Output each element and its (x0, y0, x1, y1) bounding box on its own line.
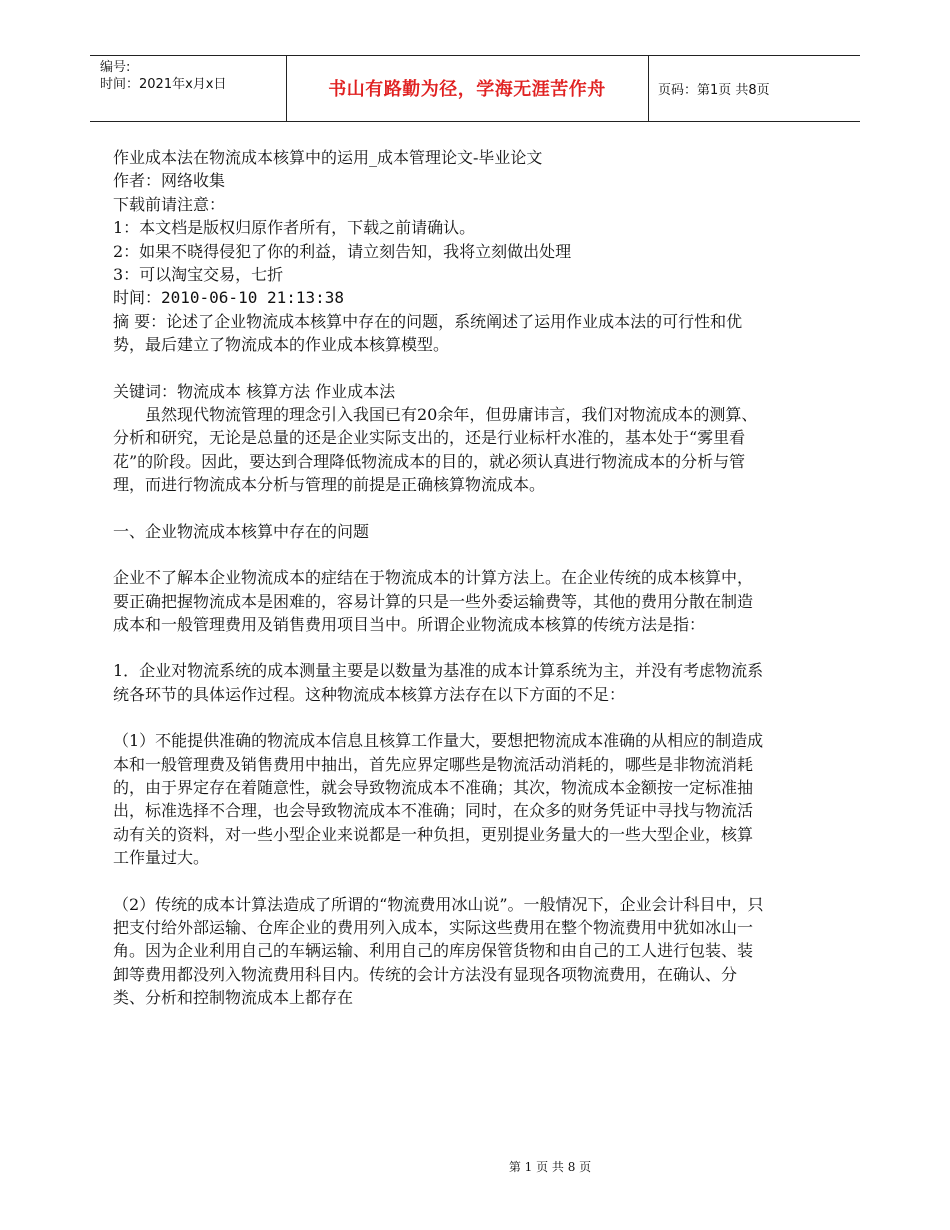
spacer (113, 543, 768, 566)
header-serial-label: 编号: (100, 60, 131, 75)
notice-item-2: 2：如果不晓得侵犯了你的利益，请立刻告知，我将立刻做出处理 (113, 241, 572, 261)
point-1-paragraph: 1．企业对物流系统的成本测量主要是以数量为基准的成本计算系统为主，并没有考虑物流系统各环节的具体运作过程。这种物流成本核算方法存在以下方面的不足： (113, 661, 764, 704)
point-1-2-paragraph: （2）传统的成本计算法造成了所谓的“物流费用冰山说”。一般情况下，企业会计科目中，只把支付给外部运输、仓库企业的费用列入成本，实际这些费用在整个物流费用中犹如冰山一角。因为企业利用自己的车辆运输、利用自己的库房保管货物和由自己的工人进行包装、装卸等费用都没列入物流费用科目内。传统的会计方法没有显现各项物流费用，在确认、分类、分析和控制物流成本上都存在 (113, 894, 764, 1008)
section-1-paragraph: 企业不了解本企业物流成本的症结在于物流成本的计算方法上。在企业传统的成本核算中，要正确把握物流成本是困难的，容易计算的只是一些外委运输费等，其他的费用分散在制造成本和一般管理费用及销售费用项目当中。所谓企业物流成本核算的传统方法是指： (113, 568, 754, 634)
article-abstract: 摘 要：论述了企业物流成本核算中存在的问题，系统阐述了运用作业成本法的可行性和优势，最后建立了物流成本的作业成本核算模型。 (113, 311, 743, 355)
header-time-label: 时间：2021年x月x日 (100, 77, 227, 92)
document-body (113, 146, 768, 1010)
header-meta (100, 59, 226, 93)
article-author: 作者：网络收集 (113, 171, 226, 191)
header-divider-right (648, 55, 649, 121)
article-timestamp: 时间：2010-06-10 21:13:38 (113, 288, 345, 308)
notice-item-3: 3：可以淘宝交易，七折 (113, 265, 284, 285)
header-page-number: 页码：第1页 共8页 (658, 82, 770, 98)
spacer (113, 497, 768, 520)
section-1-title: 一、企业物流成本核算中存在的问题 (113, 521, 370, 541)
article-title: 作业成本法在物流成本核算中的运用_成本管理论文-毕业论文 (113, 148, 543, 167)
header-motto: 书山有路勤为径，学海无涯苦作舟 (328, 79, 606, 100)
spacer (113, 706, 768, 729)
page-footer: 第 1 页 共 8 页 (508, 1160, 592, 1174)
spacer (113, 636, 768, 659)
header-bottom-rule (90, 121, 860, 122)
spacer (113, 357, 768, 380)
spacer (113, 870, 768, 893)
article-keywords: 关键词：物流成本 核算方法 作业成本法 (113, 381, 396, 401)
point-1-1-paragraph: （1）不能提供准确的物流成本信息且核算工作量大，要想把物流成本准确的从相应的制造成本和一般管理费及销售费用中抽出，首先应界定哪些是物流活动消耗的，哪些是非物流消耗的，由于界定存在着随意性，就会导致物流成本不准确；其次，物流成本金额按一定标准抽出，标准选择不合理，也会导致物流成本不准确；同时，在众多的财务凭证中寻找与物流活动有关的资料，对一些小型企业来说都是一种负担，更别提业务量大的一些大型企业，核算工作量过大。 (113, 731, 764, 868)
intro-paragraph: 虽然现代物流管理的理念引入我国已有20余年，但毋庸讳言，我们对物流成本的测算、分析和研究，无论是总量的还是企业实际支出的，还是行业标杆水准的，基本处于“雾里看花”的阶段。因此，要达到合理降低物流成本的目的，就必须认真进行物流成本的分析与管理，而进行物流成本分析与管理的前提是正确核算物流成本。 (113, 405, 758, 495)
notice-heading: 下载前请注意： (113, 194, 226, 214)
notice-item-1: 1：本文档是版权归原作者所有，下载之前请确认。 (113, 218, 476, 238)
